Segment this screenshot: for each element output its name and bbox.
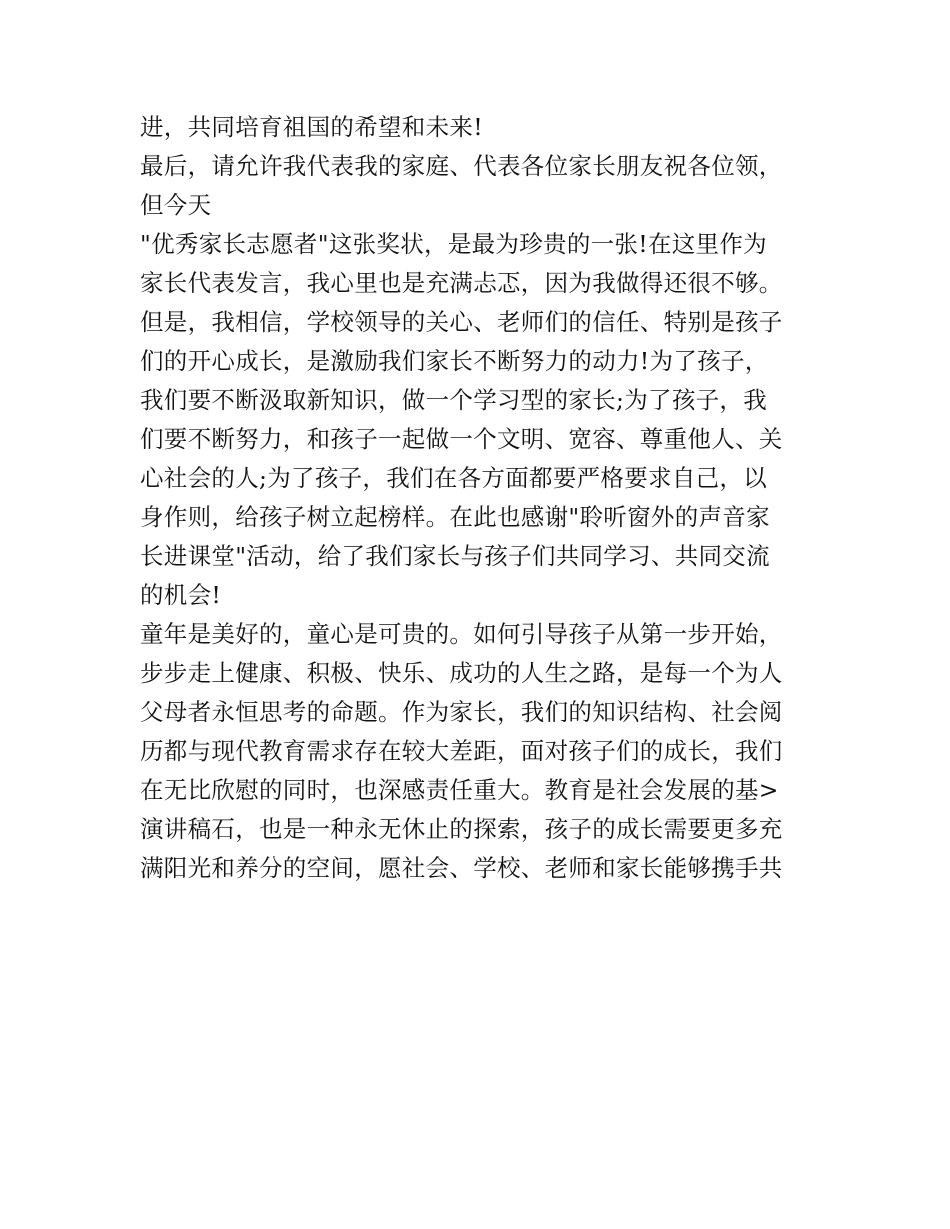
text-line: 我们要不断汲取新知识，做一个学习型的家长;为了孩子，我 bbox=[140, 386, 768, 414]
text-line: 进，共同培育祖国的希望和未来! bbox=[140, 113, 483, 141]
text-line: 步步走上健康、积极、快乐、成功的人生之路，是每一个为人 bbox=[140, 659, 783, 687]
text-line: 演讲稿石，也是一种永无休止的探索，孩子的成长需要更多充 bbox=[140, 815, 783, 843]
text-line: "优秀家长志愿者"这张奖状，是最为珍贵的一张!在这里作为 bbox=[140, 230, 767, 258]
text-line: 心社会的人;为了孩子，我们在各方面都要严格要求自己，以 bbox=[140, 464, 768, 492]
text-line: 的机会! bbox=[140, 581, 222, 609]
text-line: 在无比欣慰的同时，也深感责任重大。教育是社会发展的基> bbox=[140, 776, 779, 804]
text-line: 们要不断努力，和孩子一起做一个文明、宽容、尊重他人、关 bbox=[140, 425, 783, 453]
text-line: 但是，我相信，学校领导的关心、老师们的信任、特别是孩子 bbox=[140, 308, 783, 336]
text-line: 最后，请允许我代表我的家庭、代表各位家长朋友祝各位领， bbox=[140, 152, 783, 180]
text-line: 但今天 bbox=[140, 191, 212, 219]
text-line: 家长代表发言，我心里也是充满忐忑，因为我做得还很不够。 bbox=[140, 269, 783, 297]
text-line: 们的开心成长，是激励我们家长不断努力的动力!为了孩子， bbox=[140, 347, 769, 375]
text-line: 身作则，给孩子树立起榜样。在此也感谢"聆听窗外的声音家 bbox=[140, 503, 770, 531]
text-line: 父母者永恒思考的命题。作为家长，我们的知识结构、社会阅 bbox=[140, 698, 783, 726]
document-body bbox=[140, 108, 830, 888]
text-line: 长进课堂"活动，给了我们家长与孩子们共同学习、共同交流 bbox=[140, 542, 770, 570]
text-line: 童年是美好的，童心是可贵的。如何引导孩子从第一步开始， bbox=[140, 620, 783, 648]
text-line: 满阳光和养分的空间，愿社会、学校、老师和家长能够携手共 bbox=[140, 854, 783, 882]
text-line: 历都与现代教育需求存在较大差距，面对孩子们的成长，我们 bbox=[140, 737, 783, 765]
